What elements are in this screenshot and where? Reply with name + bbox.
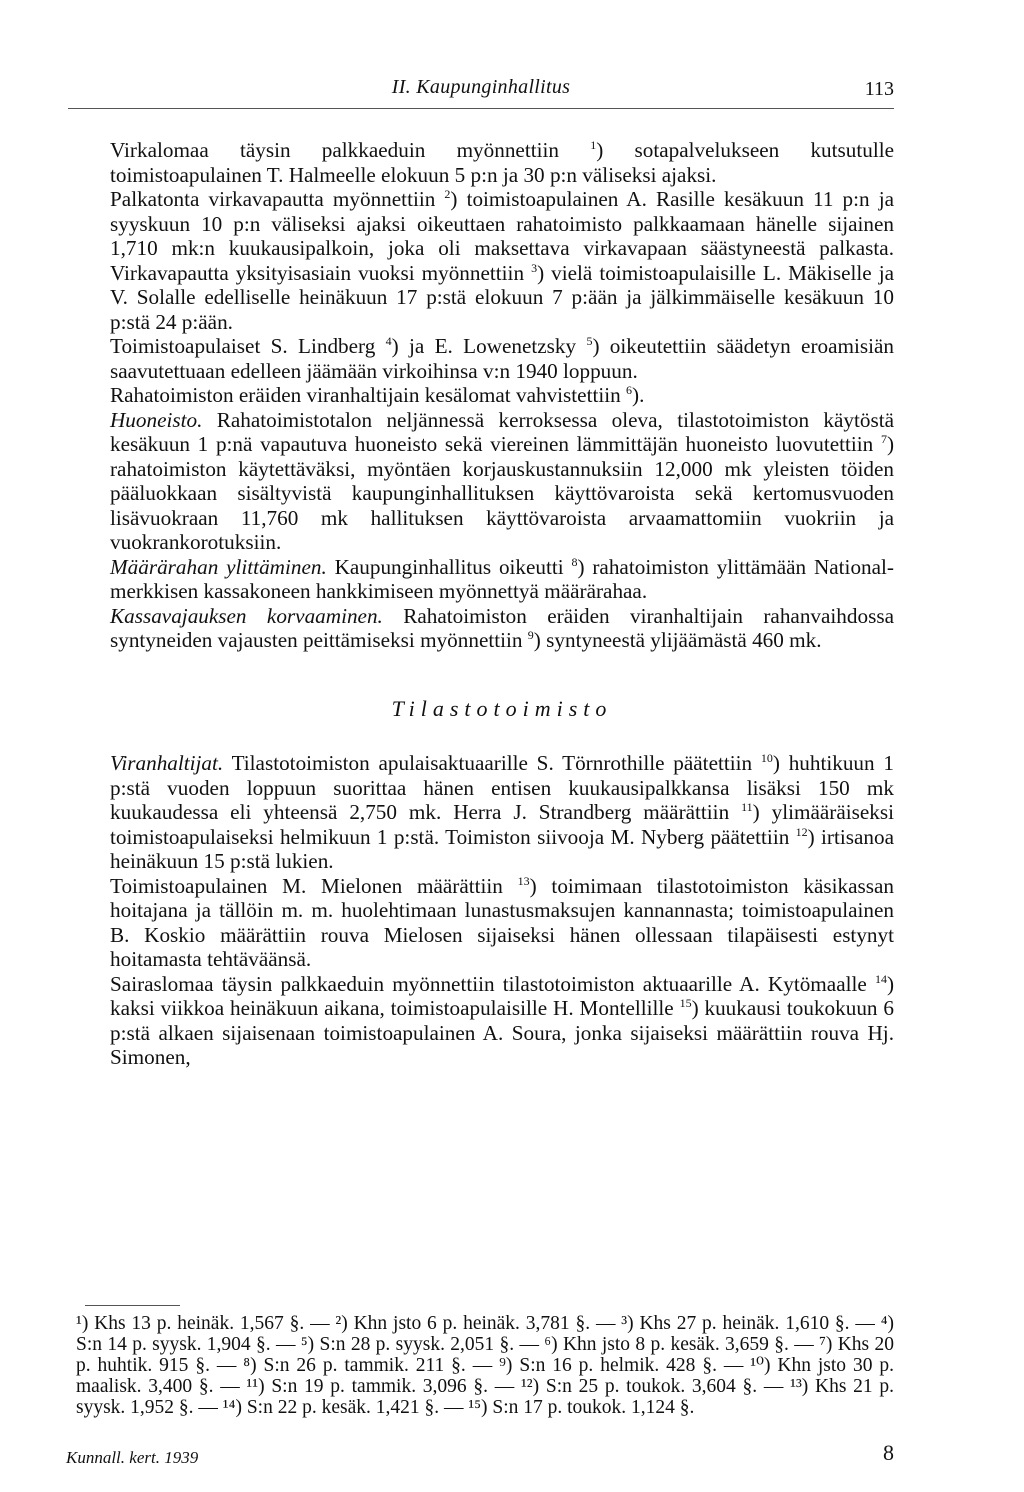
page-footer — [66, 1440, 894, 1480]
italic-lead: Huoneisto. — [110, 407, 203, 432]
paragraph — [110, 555, 894, 604]
text-run: ) sotapalvelukseen kutsutulle toimistoapulainen T. Halmeelle elokuun 5 p:n ja 30 p:n väliseksi ajaksi. — [110, 138, 895, 187]
text-run: Rahatoimistotalon neljännessä kerroksessa oleva, tilastotoimiston käytöstä kesäkuun 1 p:nä vapautuva huoneisto sekä viereinen lämmittäjän huoneisto luovutettiin — [110, 407, 894, 456]
sheet-number: 8 — [883, 1440, 894, 1465]
paragraph — [110, 604, 894, 653]
footnote-ref: 15 — [679, 995, 692, 1010]
footnote-ref: 8 — [571, 554, 578, 569]
footnote-ref: 10 — [760, 750, 773, 765]
text-run: ) syntyneestä ylijäämästä 460 mk. — [533, 628, 822, 652]
paragraph — [110, 138, 894, 187]
footnote-ref: 9 — [527, 627, 534, 642]
footnote-ref: 2 — [444, 186, 451, 201]
text-run: Palkatonta virkavapautta myönnettiin — [110, 187, 445, 211]
header-rule — [68, 108, 894, 109]
footnote-ref: 13 — [517, 873, 530, 888]
text-run: ) irtisanoa heinäkuun 15 p:stä lukien. — [110, 824, 894, 873]
text-run: ) kuukausi toukokuun 6 p:stä alkaen sijaisenaan toimistoapulainen A. Soura, jonka sijaiseksi määrättiin rouva Hj. Simonen, — [110, 996, 894, 1069]
footnote-ref: 1 — [590, 137, 597, 152]
italic-lead: Määrärahan ylittäminen. — [110, 554, 327, 579]
running-title: II. Kaupunginhallitus — [391, 76, 571, 98]
footnote-ref: 11 — [741, 799, 753, 814]
footnote-ref: 12 — [795, 824, 808, 839]
page-header — [68, 76, 894, 106]
paragraph — [110, 751, 894, 874]
footnote-ref: 14 — [874, 971, 887, 986]
text-run: ) toimistoapulainen A. Rasille kesäkuun 11 p:n ja syyskuun 10 p:n väliseksi ajaksi oikeuttaen rahatoimisto palkkaamaan hänelle sijainen 1,710 mk:n kuukausipalkoin, joka oli maksettava virkavapaan säästyneestä palkasta. Virkavapautta yksityisasiain vuoksi myönnettiin — [110, 187, 895, 285]
text-run: ) huhtikuun 1 p:stä vuoden loppuun suorittaa hänen entisen kuukausipalkkansa lisäksi 150 mk kuukaudessa eli yhteensä 2,750 mk. Herra J. Strandberg määrättiin — [110, 751, 894, 824]
text-run: Sairaslomaa täysin palkkaeduin myönnettiin tilastotoimiston aktuaarille A. Kytömaalle — [110, 971, 875, 996]
footnote-rule — [85, 1305, 180, 1306]
footnotes — [76, 1313, 894, 1418]
text-run: Tilastotoimiston apulaisaktuaarille S. Törnrothille päätettiin — [223, 751, 761, 775]
footnote-ref: 3 — [531, 260, 538, 275]
text-run: ) vielä toimistoapulaisille L. Mäkiselle ja V. Solalle edelliselle heinäkuun 17 p:stä elokuun 7 p:ään ja jälkimmäiselle kesäkuun 10 p:stä 24 p:ään. — [110, 260, 894, 334]
footnote-ref: 5 — [586, 333, 593, 348]
text-run: ) rahatoimiston käytettäväksi, myöntäen korjauskustannuksiin 12,000 mk yleisten töiden pääluokkaan sisältyvistä kaupunginhallituksen käyttövaroista sekä kertomusvuoden lisävuokraan 11,760 mk hallituksen käyttövaroista arvaamattomiin vuokriin ja vuokrankorotuksiin. — [110, 432, 894, 554]
text-run: ) rahatoimiston ylittämään National-merkkisen kassakoneen hankkimiseen myönnettyä määrärahaa. — [110, 554, 894, 603]
italic-lead: Viranhaltijat. — [110, 751, 224, 775]
printer-signature: Kunnall. kert. 1939 — [66, 1448, 199, 1467]
text-run: ) ja E. Lowenetzsky — [391, 334, 587, 358]
text-run: Toimistoapulaiset S. Lindberg — [110, 334, 386, 358]
paragraph — [110, 408, 894, 555]
text-run: Kaupunginhallitus oikeutti — [326, 554, 572, 579]
text-run: Rahatoimiston eräiden viranhaltijain rahanvaihdossa syntyneiden vajausten peittämiseksi myönnettiin — [110, 603, 894, 652]
text-run: ) toimimaan tilastotoimiston käsikassan hoitajana ja tällöin m. m. huolehtimaan lunastusmaksujen kannannasta; toimistoapulainen B. Koskio määrättiin rouva Mielosen sijaiseksi hänen ollessaan tilapäisesti estynyt hoitamasta tehtäväänsä. — [110, 873, 894, 971]
footnote-text: ¹) Khs 13 p. heinäk. 1,567 §. — ²) Khn jsto 6 p. heinäk. 3,781 §. — ³) Khs 27 p. heinäk. 1,610 §. — ⁴) S:n 14 p. syysk. 1,904 §. — ⁵) S:n 28 p. syysk. 2,051 §. — ⁶) Khn jsto 8 p. kesäk. 3,659 §. — ⁷) Khs 20 p. huhtik. 915 §. — ⁸) S:n 26 p. tammik. 211 §. — ⁹) S:n 16 p. helmik. 428 §. — ¹⁰) Khn jsto 30 p. maalisk. 3,400 §. — ¹¹) S:n 19 p. tammik. 3,096 §. — ¹²) S:n 25 p. toukok. 3,604 §. — ¹³) Khs 21 p. syysk. 1,952 §. — ¹⁴) S:n 22 p. kesäk. 1,421 §. — ¹⁵) S:n 17 p. toukok. 1,124 §. — [76, 1313, 894, 1418]
body-text — [110, 138, 894, 1070]
text-run: ) oikeutettiin säädetyn eroamisiän saavutettuaan edelleen jäämään virkoihinsa v:n 1940 loppuun. — [110, 334, 895, 383]
paragraph — [110, 334, 894, 383]
footnote-ref: 4 — [385, 333, 392, 348]
section-title: Tilastotoimisto — [391, 695, 613, 721]
paragraph — [110, 383, 894, 408]
footnote-ref: 6 — [626, 382, 633, 397]
text-run: ) kaksi viikkoa heinäkuun aikana, toimistoapulaisille H. Montellille — [110, 971, 894, 1020]
text-run: ). — [632, 383, 645, 407]
paragraph — [110, 187, 894, 334]
text-run: Rahatoimiston eräiden viranhaltijain kesälomat vahvistettiin — [110, 383, 627, 407]
footnote-ref: 7 — [880, 431, 887, 446]
text-run: ) ylimääräiseksi toimistoapulaiseksi helmikuun 1 p:stä. Toimiston siivooja M. Nyberg päätettiin — [110, 800, 895, 849]
page-number: 113 — [864, 78, 894, 100]
italic-lead: Kassavajauksen korvaaminen. — [110, 603, 383, 628]
paragraph — [110, 972, 894, 1070]
text-run: Virkalomaa täysin palkkaeduin myönnettiin — [110, 138, 591, 162]
paragraph — [110, 874, 894, 972]
text-run: Toimistoapulainen M. Mielonen määrättiin — [110, 873, 518, 898]
